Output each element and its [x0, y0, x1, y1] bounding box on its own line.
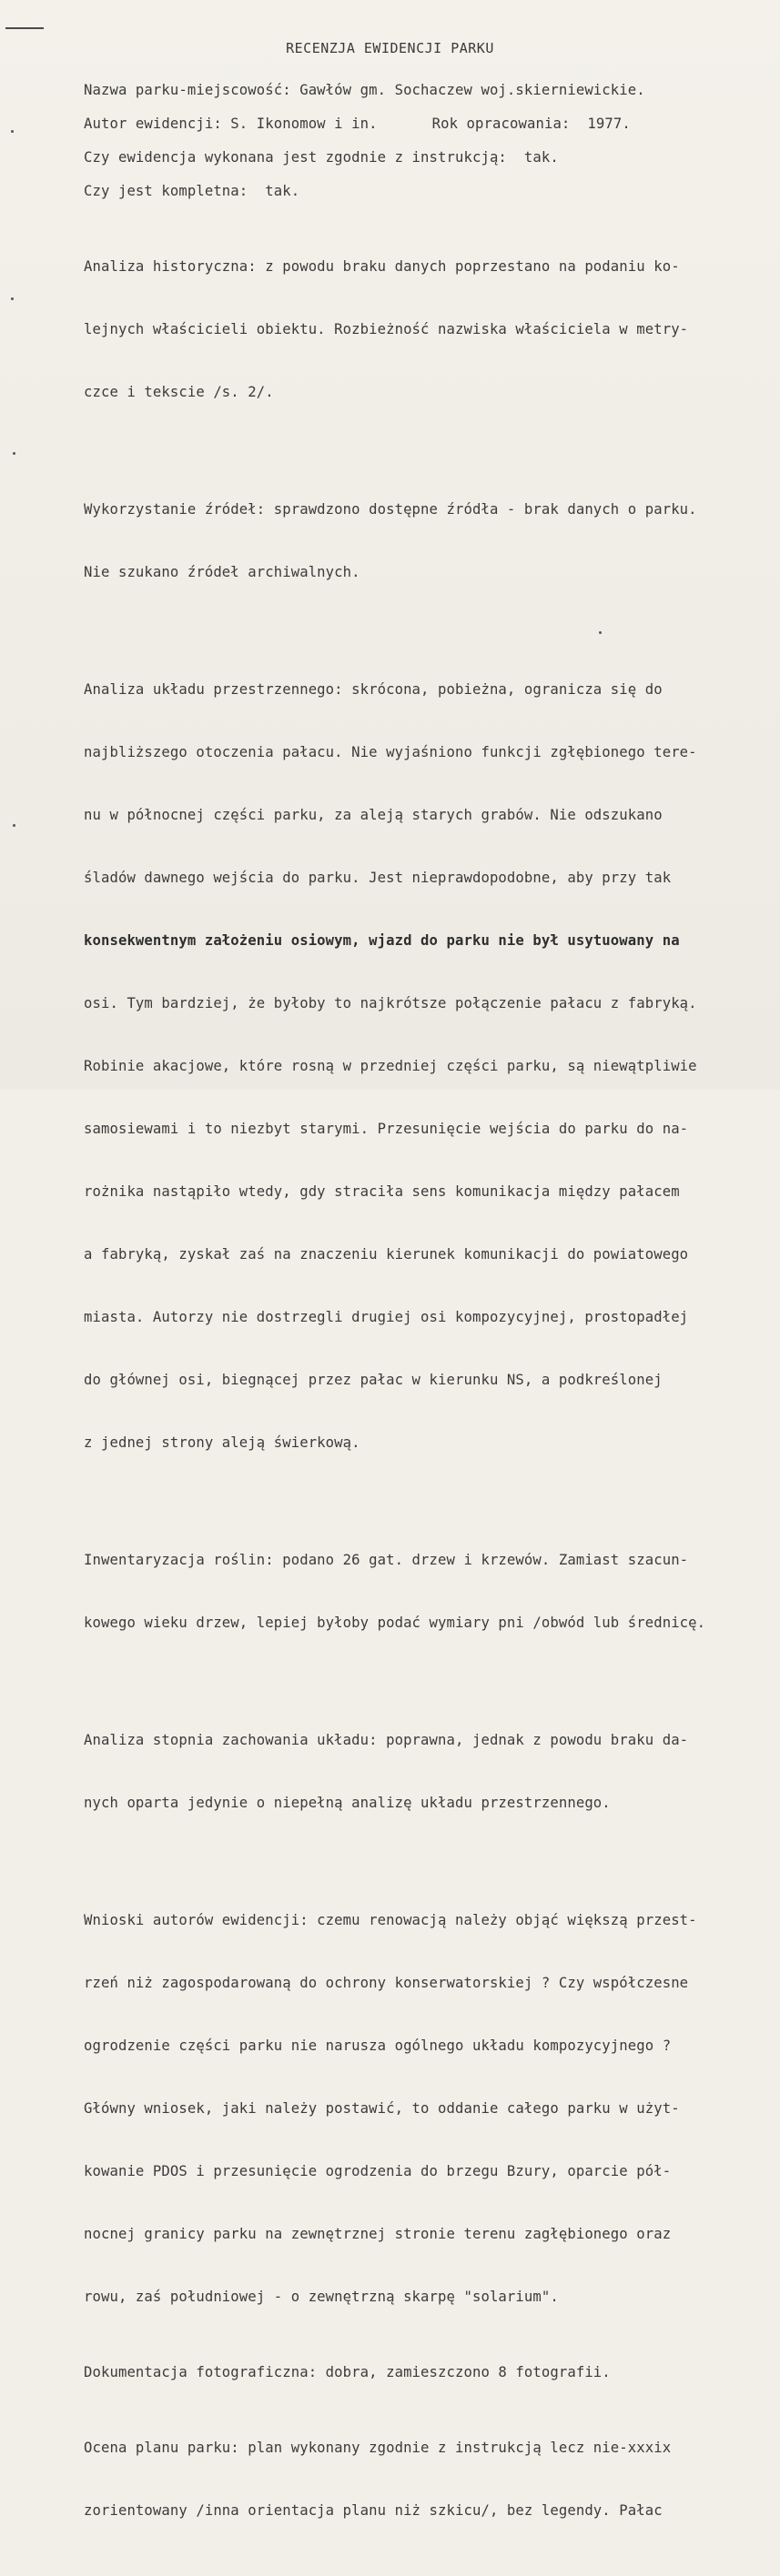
text-line: a fabryką, zyskał zaś na znaczeniu kierunek komunikacji do powiatowego [84, 1246, 689, 1263]
author-conclusions [84, 1868, 739, 2350]
text-line: rzeń niż zagospodarowaną do ochrony konserwatorskiej ? Czy współczesne [84, 1975, 689, 1991]
spatial-analysis [84, 638, 739, 1495]
author: Autor ewidencji: S. Ikonomow i in. [84, 116, 378, 132]
text-line: samosiewami i to niezbyt starymi. Przesunięcie wejścia do parku do na- [84, 1121, 689, 1137]
document-title: RECENZJA EWIDENCJI PARKU [286, 40, 494, 56]
text-line: Analiza stopnia zachowania układu: poprawna, jednak z powodu braku da- [84, 1732, 689, 1748]
plant-inventory [84, 1508, 739, 1675]
author-row [84, 114, 739, 135]
text-line: konsekwentnym założeniu osiowym, wjazd do parku nie był usytuowany na [84, 932, 680, 949]
sources-usage [84, 458, 739, 625]
instruction-compliance: Czy ewidencja wykonana jest zgodnie z instrukcją: tak. [84, 149, 559, 166]
edge-mark [5, 27, 44, 29]
text-line: rożnika nastąpiło wtedy, gdy straciła sens komunikacja między pałacem [84, 1183, 680, 1200]
text-line: Ocena planu parku: plan wykonany zgodnie z instrukcją lecz nie-xxxix [84, 2440, 672, 2456]
punch-mark [13, 452, 15, 455]
historical-analysis [84, 215, 739, 445]
punch-mark [11, 130, 14, 133]
text-line: śladów dawnego wejścia do parku. Jest nieprawdopodobne, aby przy tak [84, 870, 672, 886]
text-line: Główny wniosek, jaki należy postawić, to oddanie całego parku w użyt- [84, 2100, 680, 2117]
text-line: z jednej strony aleją świerkową. [84, 1434, 360, 1451]
text-line: zorientowany /inna orientacja planu niż szkicu/, bez legendy. Pałac [84, 2502, 663, 2519]
text-line: nocnej granicy parku na zewnętrznej stronie terenu zagłębionego oraz [84, 2226, 672, 2242]
document-body [84, 80, 739, 2576]
text-line: nu w północnej części parku, za aleją starych grabów. Nie odszukano [84, 807, 663, 823]
text-line: do głównej osi, biegnącej przez pałac w kierunku NS, a podkreślonej [84, 1372, 663, 1388]
text-line: nych oparta jedynie o niepełną analizę układu przestrzennego. [84, 1795, 611, 1811]
text-line: miasta. Autorzy nie dostrzegli drugiej osi kompozycyjnej, prostopadłej [84, 1309, 689, 1325]
text-line: Inwentaryzacja roślin: podano 26 gat. drzew i krzewów. Zamiast szacun- [84, 1552, 689, 1568]
text-line: rowu, zaś południowej - o zewnętrzną skarpę "solarium". [84, 2289, 559, 2305]
text-line: ogrodzenie części parku nie narusza ogólnego układu kompozycyjnego ? [84, 2038, 672, 2054]
text-line: najbliższego otoczenia pałacu. Nie wyjaśniono funkcji zgłębionego tere- [84, 744, 697, 760]
completeness: Czy jest kompletna: tak. [84, 183, 300, 199]
plan-evaluation [84, 2396, 739, 2563]
preservation-analysis [84, 1688, 739, 1856]
text-line: czce i tekscie /s. 2/. [84, 384, 274, 400]
text-line: Analiza historyczna: z powodu braku danych poprzestano na podaniu ko- [84, 258, 680, 275]
punch-mark [11, 297, 14, 300]
text-line: kowanie PDOS i przesunięcie ogrodzenia do brzegu Bzury, oparcie pół- [84, 2163, 672, 2179]
text-line: Nie szukano źródeł archiwalnych. [84, 564, 360, 580]
punch-mark [13, 824, 15, 827]
photo-documentation: Dokumentacja fotograficzna: dobra, zamieszczono 8 fotografii. [84, 2364, 611, 2380]
text-line: Wnioski autorów ewidencji: czemu renowacją należy objąć większą przest- [84, 1912, 697, 1928]
text-line: kowego wieku drzew, lepiej byłoby podać wymiary pni /obwód lub średnicę. [84, 1615, 706, 1631]
text-line: lejnych właścicieli obiektu. Rozbieżność nazwiska właściciela w metry- [84, 321, 689, 337]
park-name: Nazwa parku-miejscowość: Gawłów gm. Sochaczew woj.skierniewickie. [84, 82, 645, 98]
year: Rok opracowania: 1977. [431, 116, 631, 132]
text-line: Wykorzystanie źródeł: sprawdzono dostępne źródła - brak danych o parku. [84, 501, 697, 518]
text-line: Analiza układu przestrzennego: skrócona, pobieżna, ogranicza się do [84, 681, 663, 698]
text-line: osi. Tym bardziej, że byłoby to najkrótsze połączenie pałacu z fabryką. [84, 995, 697, 1011]
text-line: Robinie akacjowe, które rosną w przedniej części parku, są niewątpliwie [84, 1058, 697, 1074]
